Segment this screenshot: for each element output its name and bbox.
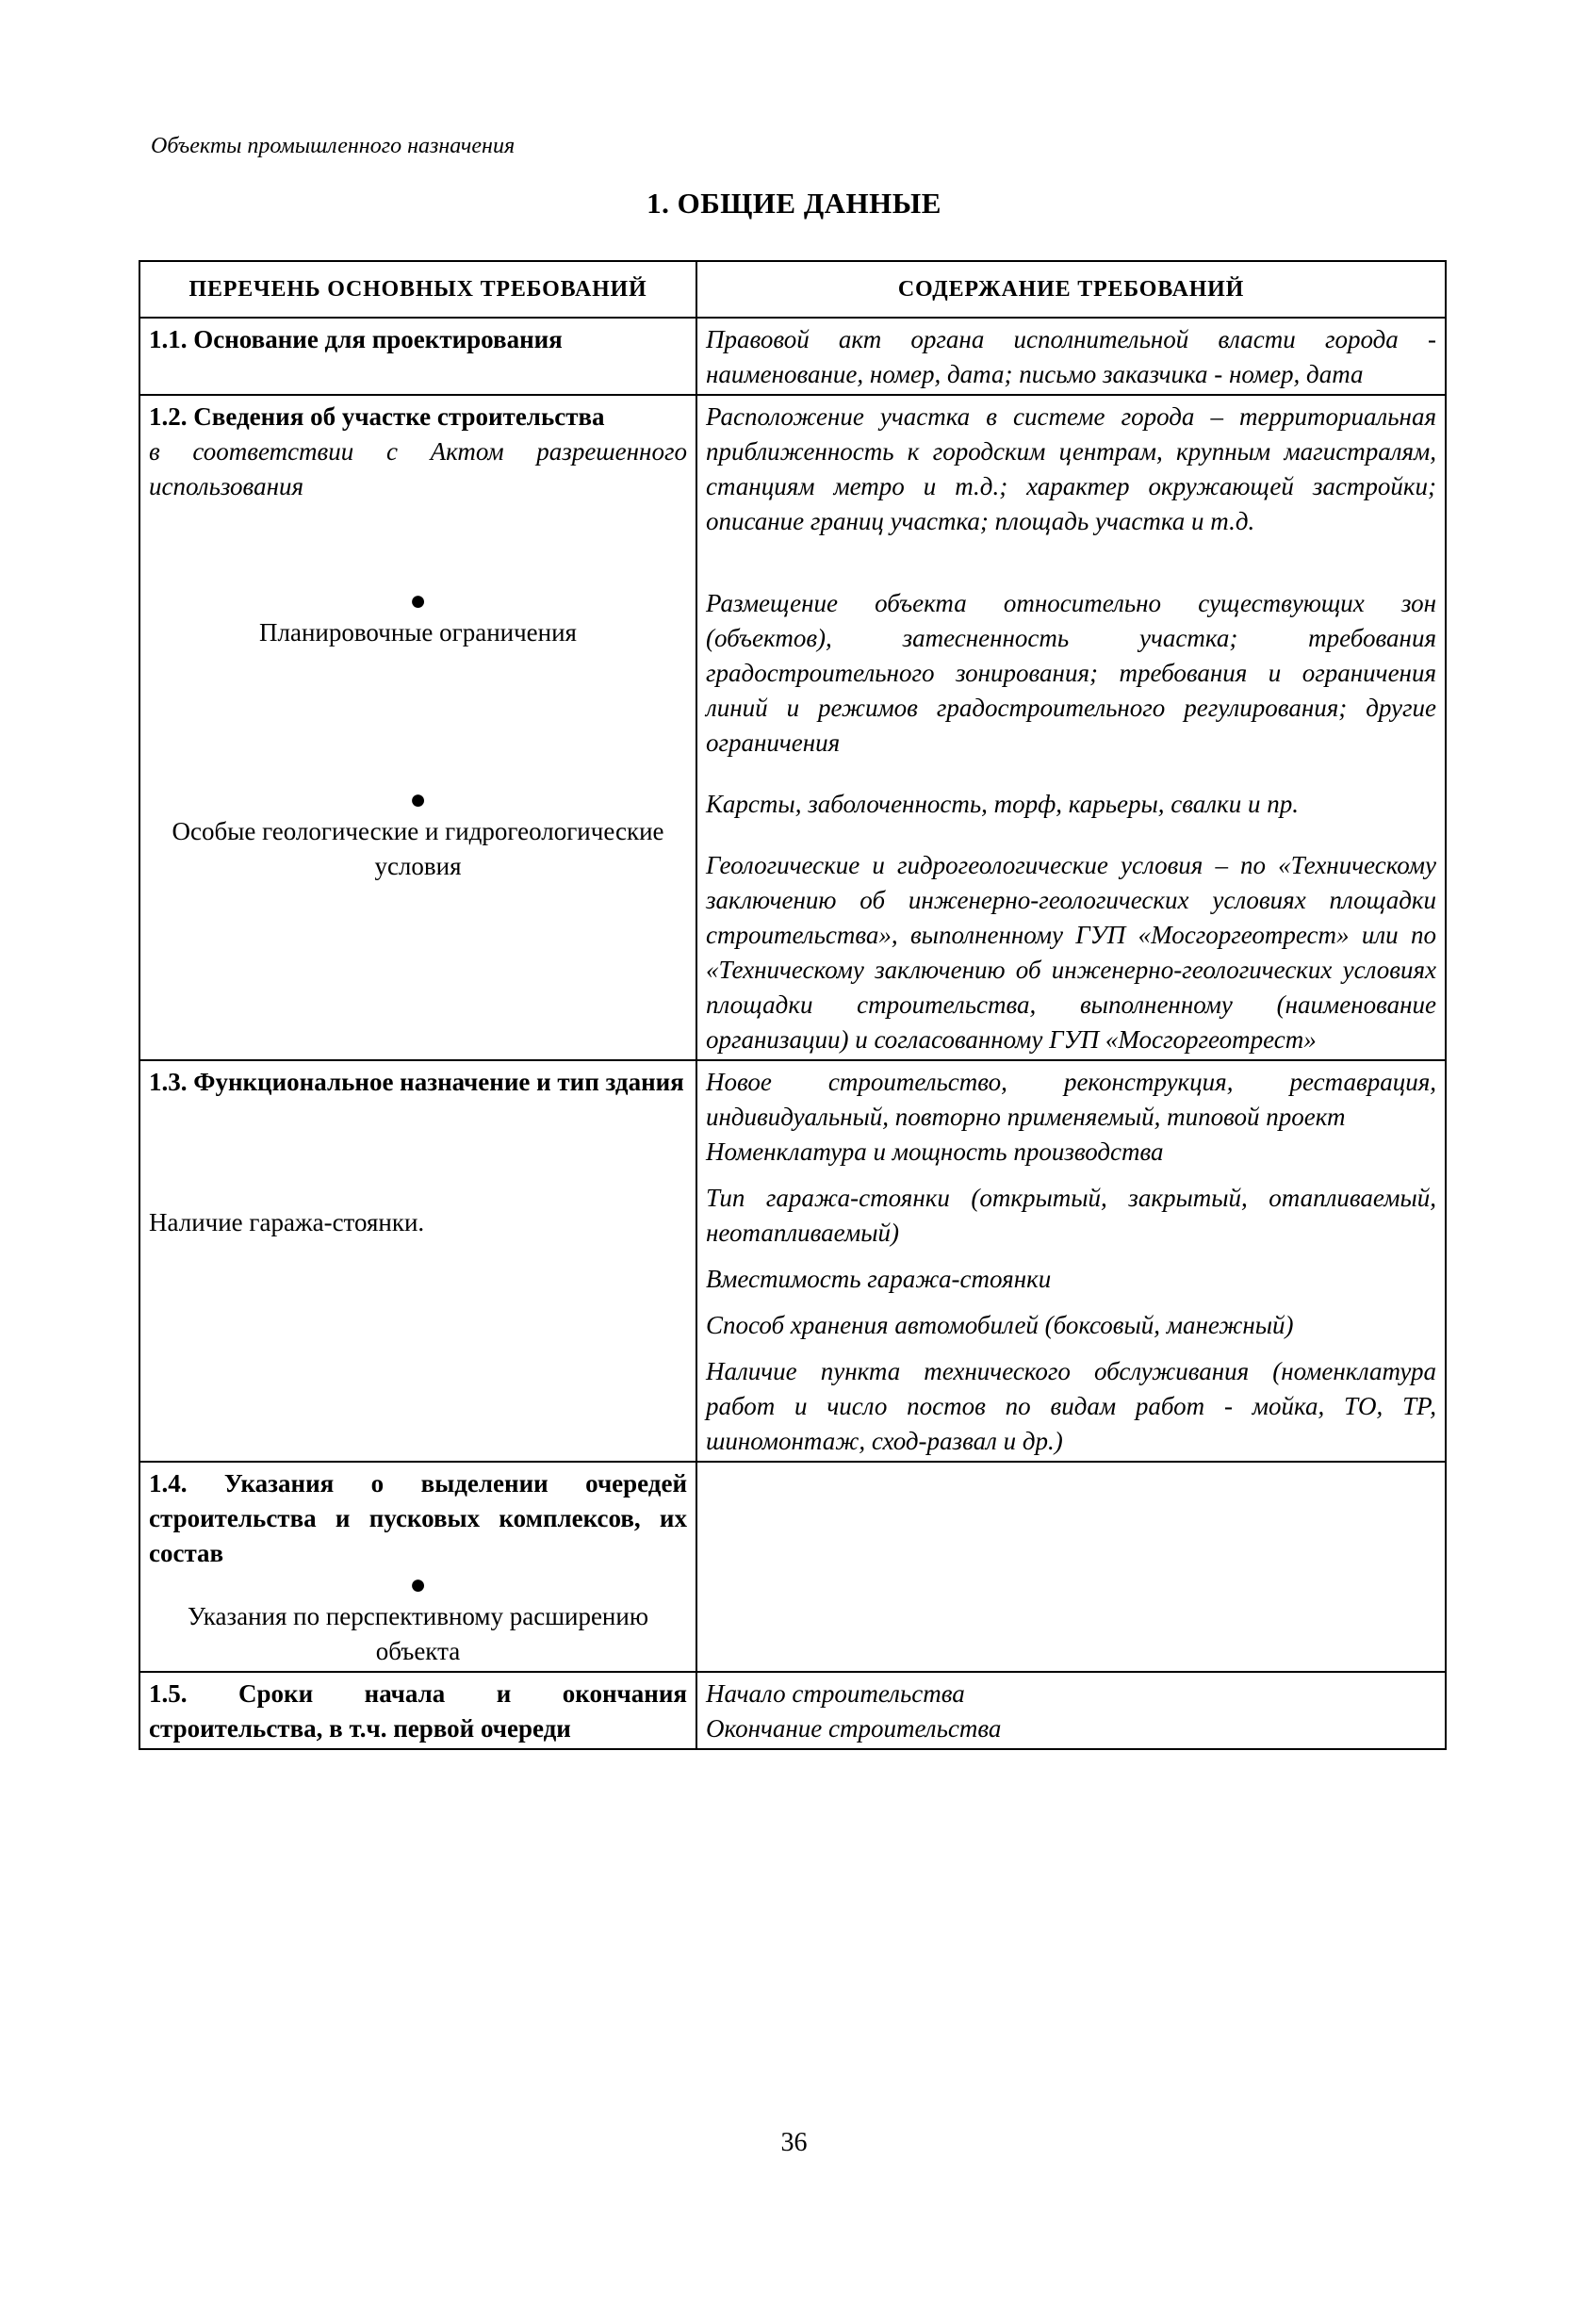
- sub-label: Планировочные ограничения: [259, 618, 577, 646]
- row-label-sub: в соответствии с Актом разрешенного использования: [149, 437, 687, 500]
- row-text: Номенклатура и мощность производства: [706, 1137, 1164, 1166]
- table-row: [139, 1060, 1446, 1462]
- row-label-cell: [139, 395, 696, 1060]
- table-row: [139, 395, 1446, 1060]
- row-label: 1.3. Функциональное назначение и тип здания: [149, 1068, 684, 1096]
- row-label: 1.4. Указания о выделении очередей строительства и пусковых комплексов, их состав: [149, 1469, 687, 1567]
- table-row: [139, 1672, 1446, 1749]
- row-content-cell: [696, 1060, 1446, 1462]
- row-label: 1.5. Сроки начала и окончания строительства, в т.ч. первой очереди: [149, 1679, 687, 1743]
- table-header-row: [139, 261, 1446, 318]
- row-text: Расположение участка в системе города – территориальная приближенность к городским центрам, крупным магистралям, станциям метро и т.д.; характер окружающей застройки; описание границ участка; площадь участка и т.д.: [706, 402, 1436, 535]
- col2-header: СОДЕРЖАНИЕ ТРЕБОВАНИЙ: [696, 261, 1446, 318]
- sub-label: Указания по перспективному расширению объекта: [188, 1602, 648, 1665]
- bullet-icon: ●: [409, 784, 427, 815]
- row-text: Правовой акт органа исполнительной власти города - наименование, номер, дата; письмо заказчика - номер, дата: [706, 325, 1436, 388]
- sub-text: Карсты, заболоченность, торф, карьеры, свалки и пр.: [706, 790, 1299, 818]
- row-label-cell: [139, 1462, 696, 1672]
- bullet-icon: ●: [409, 1569, 427, 1600]
- row-text: Новое строительство, реконструкция, реставрация, индивидуальный, повторно применяемый, типовой проект: [706, 1068, 1436, 1131]
- row-content-cell: [696, 1462, 1446, 1672]
- sub-label: Особые геологические и гидрогеологические условия: [172, 817, 664, 880]
- table-row: [139, 1462, 1446, 1672]
- row-text: Окончание строительства: [706, 1714, 1002, 1743]
- section-title: 1. ОБЩИЕ ДАННЫЕ: [647, 187, 941, 220]
- sub-text: Вместимость гаража-стоянки: [706, 1265, 1052, 1293]
- bullet-icon: ●: [409, 585, 427, 616]
- sub-label: Наличие гаража-стоянки.: [149, 1208, 425, 1236]
- sub-text: Тип гаража-стоянки (открытый, закрытый, отапливаемый, неотапливаемый): [706, 1184, 1436, 1247]
- row-content-cell: [696, 318, 1446, 395]
- row-label-cell: [139, 1060, 696, 1462]
- row-label-cell: [139, 318, 696, 395]
- requirements-table: [139, 260, 1447, 1750]
- table-row: [139, 318, 1446, 395]
- row-label: 1.2. Сведения об участке строительства: [149, 402, 605, 431]
- row-text: Начало строительства: [706, 1679, 965, 1708]
- sub-text: Геологические и гидрогеологические условия – по «Техническому заключению об инженерно-геологических условиях площадки строительства», выполненному ГУП «Мосгоргеотрест» или по «Техническому заключению об инженерно-геологических условиях площадки строительства, выполненному (наименование организации) и согласованному ГУП «Мосгоргеотрест»: [706, 851, 1436, 1054]
- sub-text: Наличие пункта технического обслуживания (номенклатура работ и число постов по видам работ - мойка, ТО, ТР, шиномонтаж, сход-развал и др.): [706, 1357, 1436, 1455]
- sub-text: Способ хранения автомобилей (боксовый, манежный): [706, 1311, 1294, 1339]
- row-label-cell: [139, 1672, 696, 1749]
- row-content-cell: [696, 395, 1446, 1060]
- col1-header: ПЕРЕЧЕНЬ ОСНОВНЫХ ТРЕБОВАНИЙ: [139, 261, 696, 318]
- running-header: Объекты промышленного назначения: [151, 134, 516, 158]
- page-number: 36: [780, 2128, 808, 2157]
- sub-text: Размещение объекта относительно существующих зон (объектов), затесненность участка; требования градостроительного зонирования; требования и ограничения линий и режимов градостроительного регулирования; другие ограничения: [706, 589, 1436, 757]
- row-label: 1.1. Основание для проектирования: [149, 325, 563, 353]
- row-content-cell: [696, 1672, 1446, 1749]
